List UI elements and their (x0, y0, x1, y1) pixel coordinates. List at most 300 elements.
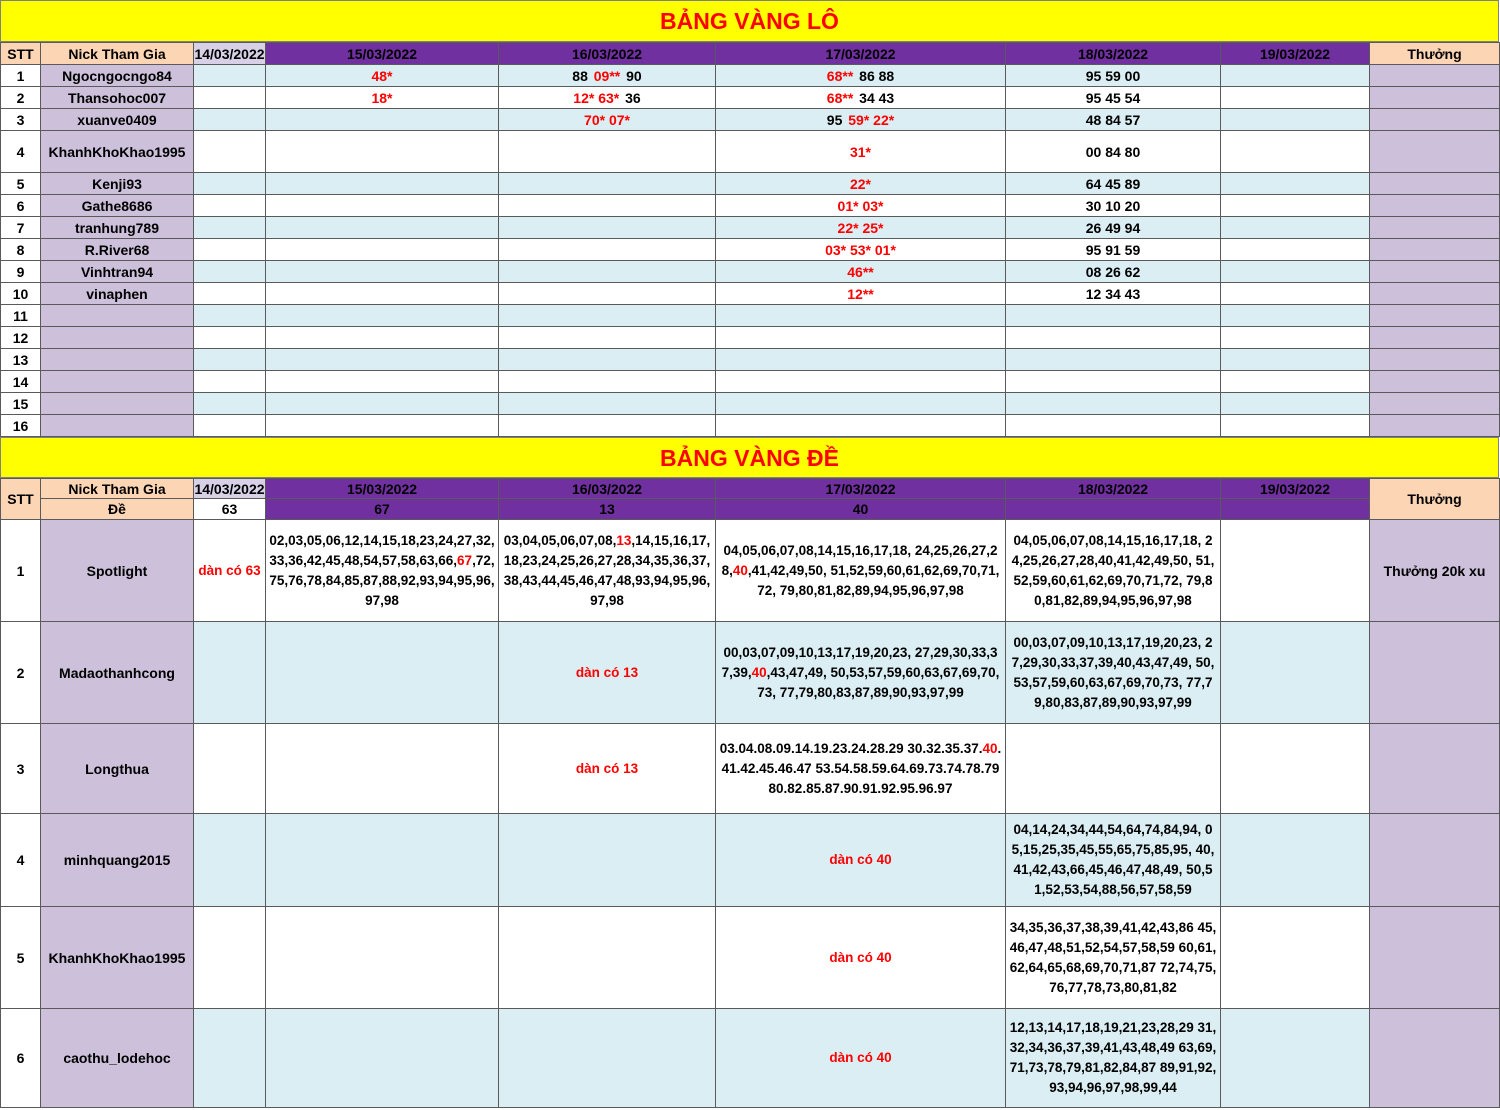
reward-cell (1370, 217, 1500, 239)
lo-cell (1221, 131, 1370, 173)
lo-cell (266, 131, 499, 173)
cell-text: 40 (982, 740, 998, 756)
de-table (0, 478, 1500, 1108)
reward-cell (1370, 131, 1500, 173)
cell-text: 95 91 59 (1085, 241, 1141, 258)
lo-cell (194, 283, 266, 305)
reward-cell (1370, 195, 1500, 217)
de-cell (716, 1009, 1006, 1108)
number-set (1006, 633, 1220, 713)
lo-cell (499, 415, 716, 437)
de-cell (1006, 907, 1221, 1009)
de-cell (499, 622, 716, 724)
lo-cell (1006, 195, 1221, 217)
lo-cell (1006, 327, 1221, 349)
cell-text: 95 45 54 (1085, 89, 1141, 106)
date-header: 18/03/2022 (1006, 479, 1221, 499)
row-number: 1 (1, 65, 41, 87)
player-nick[interactable]: Ngocngocngo84 (41, 65, 194, 87)
de-cell (266, 814, 499, 907)
nick-header: Nick Tham Gia (41, 43, 194, 65)
stt-header: STT (1, 479, 41, 520)
cell-text: 03* 53* 01* (825, 241, 896, 258)
lo-cell (716, 195, 1006, 217)
player-nick[interactable]: Kenji93 (41, 173, 194, 195)
de-cell (1006, 814, 1221, 907)
lo-cell (266, 415, 499, 437)
cell-text: 34,35,36,37,38,39,41,42,43,86 45,46,47,48,51,52,54,57,58,59 60,61,62,64,65,68,69,70,71,87 72,74,75,76,77,78,73,80,81,82 (1009, 919, 1217, 995)
cell-text: 86 88 (859, 67, 895, 84)
cell-text: 59* 22* (848, 111, 895, 128)
stt-header: STT (1, 43, 41, 65)
cell-text: 04,05,06,07,08,14,15,16,17,18, 24,25,26,27,28, (721, 542, 998, 578)
lo-cell (1006, 415, 1221, 437)
de-cell (266, 520, 499, 622)
cell-text: 67 (457, 552, 473, 568)
lo-cell (716, 131, 1006, 173)
cell-text: 08 26 62 (1085, 263, 1141, 280)
lo-cell (1221, 217, 1370, 239)
lo-cell (1006, 131, 1221, 173)
row-number: 1 (1, 520, 41, 622)
reward-cell: Thưởng 20k xu (1370, 520, 1500, 622)
table-row (1, 109, 1500, 131)
reward-cell (1370, 724, 1500, 814)
de-cell (1006, 622, 1221, 724)
lo-cell (266, 195, 499, 217)
lo-cell (194, 393, 266, 415)
thuong-header: Thưởng (1370, 43, 1500, 65)
player-nick[interactable]: minhquang2015 (41, 814, 194, 907)
cell-text: 40 (751, 664, 767, 680)
cell-text: 64 45 89 (1085, 175, 1141, 192)
cell-text: 13 (616, 532, 632, 548)
lo-cell (266, 261, 499, 283)
de-title: BẢNG VÀNG ĐỀ (0, 437, 1499, 478)
date-header: 16/03/2022 (499, 43, 716, 65)
de-cell (499, 814, 716, 907)
result-number: 13 (499, 499, 716, 520)
reward-cell (1370, 393, 1500, 415)
lo-cell (716, 327, 1006, 349)
de-cell (194, 520, 266, 622)
lo-cell (499, 393, 716, 415)
cell-text: ,43,47,49, 50,53,57,59,60,63,67,69,70,73, 77,79,80,83,87,89,90,93,97,99 (757, 664, 1000, 700)
row-number: 3 (1, 109, 41, 131)
date-header: 15/03/2022 (266, 43, 499, 65)
lo-cell (194, 239, 266, 261)
lo-cell (499, 195, 716, 217)
de-cell (1006, 1009, 1221, 1108)
de-cell (1221, 520, 1370, 622)
lo-cell (716, 217, 1006, 239)
reward-cell (1370, 283, 1500, 305)
number-set (1006, 918, 1220, 998)
lo-cell (716, 109, 1006, 131)
player-nick[interactable]: Longthua (41, 724, 194, 814)
cell-text: 68** (826, 89, 854, 106)
number-set (716, 948, 1005, 968)
thuong-header: Thưởng (1370, 479, 1500, 520)
cell-text: 90 (626, 67, 642, 84)
date-header: 18/03/2022 (1006, 43, 1221, 65)
cell-text: 36 (625, 89, 641, 106)
nick-header: Nick Tham Gia (41, 479, 194, 499)
lo-cell (716, 371, 1006, 393)
row-number: 16 (1, 415, 41, 437)
cell-text: 26 49 94 (1085, 219, 1141, 236)
table-row (1, 239, 1500, 261)
de-cell (716, 520, 1006, 622)
lo-cell (716, 87, 1006, 109)
de-cell (499, 520, 716, 622)
lo-cell (266, 371, 499, 393)
lo-cell (499, 65, 716, 87)
cell-text: 09** (593, 67, 621, 84)
lo-cell (266, 239, 499, 261)
lo-cell (1221, 109, 1370, 131)
lo-cell (499, 87, 716, 109)
de-cell (266, 724, 499, 814)
cell-text: 03,04,05,06,07,08, (503, 532, 617, 548)
cell-text: 12,13,14,17,18,19,21,23,28,29 31,32,34,36,37,39,41,43,48,49 63,69,71,73,78,79,81,82,84,87 89,91,92,93,94,96,97,98,99,44 (1009, 1020, 1217, 1095)
lo-cell (1221, 239, 1370, 261)
de-cell (194, 622, 266, 724)
lo-title: BẢNG VÀNG LÔ (0, 0, 1499, 42)
lo-cell (499, 371, 716, 393)
cell-text: 95 59 00 (1085, 67, 1141, 84)
cell-text: 48 84 57 (1085, 111, 1141, 128)
number-set (194, 561, 265, 581)
date-header: 17/03/2022 (716, 43, 1006, 65)
table-row (1, 87, 1500, 109)
table-row (1, 131, 1500, 173)
table-row (1, 217, 1500, 239)
table-row (1, 65, 1500, 87)
lo-cell (1221, 87, 1370, 109)
lo-cell (499, 217, 716, 239)
row-number: 2 (1, 622, 41, 724)
lo-cell (499, 349, 716, 371)
table-row (1, 520, 1500, 622)
table-row (1, 814, 1500, 907)
lo-cell (266, 217, 499, 239)
row-number: 8 (1, 239, 41, 261)
cell-text: dàn có 40 (829, 949, 892, 965)
lo-cell (499, 305, 716, 327)
row-number: 6 (1, 195, 41, 217)
lo-cell (1006, 371, 1221, 393)
cell-text: 22* (849, 175, 872, 192)
lo-cell (266, 393, 499, 415)
reward-cell (1370, 87, 1500, 109)
cell-text: 00,03,07,09,10,13,17,19,20,23, 27,29,30,33,37,39, (721, 644, 998, 680)
de-cell (499, 724, 716, 814)
table-row (1, 261, 1500, 283)
lo-cell (1006, 261, 1221, 283)
de-cell (194, 724, 266, 814)
lo-cell (194, 371, 266, 393)
player-nick[interactable] (41, 327, 194, 349)
row-number: 14 (1, 371, 41, 393)
cell-text: 12 34 43 (1085, 285, 1141, 302)
de-cell (499, 907, 716, 1009)
lo-cell (194, 261, 266, 283)
lo-cell (266, 283, 499, 305)
de-cell (1221, 814, 1370, 907)
table-row (1, 305, 1500, 327)
player-nick[interactable]: KhanhKhoKhao1995 (41, 907, 194, 1009)
lo-cell (1006, 305, 1221, 327)
cell-text: 02,03,05,06,12,14,15,18,23,24,27,32,33,36,42,45,48,54,57,58,63,66, (269, 532, 495, 568)
date-header: 16/03/2022 (499, 479, 716, 499)
de-cell (716, 724, 1006, 814)
cell-text: 68** (826, 67, 854, 84)
row-number: 7 (1, 217, 41, 239)
cell-text: 34 43 (859, 89, 895, 106)
table-row (1, 349, 1500, 371)
lo-cell (194, 217, 266, 239)
cell-text: dàn có 63 (198, 562, 261, 578)
cell-text: 46** (847, 263, 874, 280)
date-header: 14/03/2022 (194, 480, 265, 497)
lo-cell (266, 327, 499, 349)
de-cell (1221, 907, 1370, 1009)
de-cell (266, 907, 499, 1009)
cell-text: dàn có 13 (575, 760, 639, 776)
lo-cell (1006, 173, 1221, 195)
row-number: 9 (1, 261, 41, 283)
cell-text: 18* (371, 89, 393, 106)
player-nick[interactable]: R.River68 (41, 239, 194, 261)
player-nick[interactable] (41, 415, 194, 437)
player-nick[interactable]: caothu_lodehoc (41, 1009, 194, 1108)
table-row (1, 195, 1500, 217)
lo-cell (194, 327, 266, 349)
table-row (1, 1009, 1500, 1108)
number-set (1006, 820, 1220, 900)
row-number: 4 (1, 814, 41, 907)
reward-cell (1370, 305, 1500, 327)
cell-text: 30 10 20 (1085, 197, 1141, 214)
table-row (1, 283, 1500, 305)
table-row (1, 907, 1500, 1009)
lo-cell (499, 283, 716, 305)
result-number: 63 (194, 499, 266, 520)
player-nick[interactable]: Gathe8686 (41, 195, 194, 217)
row-number: 10 (1, 283, 41, 305)
table-row (1, 393, 1500, 415)
lo-cell (266, 173, 499, 195)
player-nick[interactable]: xuanve0409 (41, 109, 194, 131)
number-set (716, 643, 1005, 703)
cell-text: 04,14,24,34,44,54,64,74,84,94, 05,15,25,35,45,55,65,75,85,95, 40,41,42,43,66,45,46,47,48,49, 50,51,52,53,54,88,56,57,58,59 (1011, 822, 1215, 897)
reward-cell (1370, 622, 1500, 724)
player-nick[interactable] (41, 349, 194, 371)
lo-cell (1221, 283, 1370, 305)
lo-cell (716, 415, 1006, 437)
de-cell (1006, 520, 1221, 622)
lo-cell (716, 173, 1006, 195)
number-set (499, 531, 715, 611)
number-set (266, 531, 498, 611)
player-nick[interactable]: Vinhtran94 (41, 261, 194, 283)
reward-cell (1370, 239, 1500, 261)
reward-cell (1370, 65, 1500, 87)
cell-text: 48* (371, 67, 393, 84)
lo-table (0, 42, 1500, 437)
lo-cell (716, 283, 1006, 305)
de-cell (716, 814, 1006, 907)
cell-text: dàn có 40 (829, 1050, 892, 1065)
row-number: 3 (1, 724, 41, 814)
lo-cell (1221, 371, 1370, 393)
cell-text: 00 84 80 (1085, 143, 1141, 160)
date-header: 19/03/2022 (1221, 479, 1370, 499)
player-nick[interactable]: Spotlight (41, 520, 194, 622)
player-nick[interactable] (41, 371, 194, 393)
result-number (1221, 499, 1370, 520)
row-number: 13 (1, 349, 41, 371)
reward-cell (1370, 814, 1500, 907)
cell-text: dàn có 40 (829, 852, 892, 867)
lo-cell (194, 173, 266, 195)
reward-cell (1370, 1009, 1500, 1108)
number-set (716, 739, 1005, 799)
reward-cell (1370, 173, 1500, 195)
lo-cell (266, 65, 499, 87)
de-cell (1221, 622, 1370, 724)
lo-cell (194, 305, 266, 327)
de-cell (499, 1009, 716, 1108)
cell-text: 01* 03* (837, 197, 884, 214)
player-nick[interactable]: Thansohoc007 (41, 87, 194, 109)
lo-cell (1221, 65, 1370, 87)
cell-text: ,72,75,76,78,84,85,87,88,92,93,94,95,96,97,98 (269, 552, 495, 608)
player-nick[interactable]: Madaothanhcong (41, 622, 194, 724)
reward-cell (1370, 415, 1500, 437)
cell-text: dàn có 13 (575, 664, 639, 680)
player-nick[interactable]: vinaphen (41, 283, 194, 305)
lo-cell (1006, 349, 1221, 371)
lo-cell (266, 87, 499, 109)
number-set (1006, 531, 1220, 611)
lo-cell (1006, 239, 1221, 261)
cell-text: 04,05,06,07,08,14,15,16,17,18, 24,25,26,27,28,40,41,42,49,50, 51,52,59,60,61,62,69,70,71,72, 79,80,81,82,89,94,95,96,97,98 (1011, 532, 1215, 608)
number-set (716, 1048, 1005, 1068)
lo-cell (194, 109, 266, 131)
row-number: 2 (1, 87, 41, 109)
lo-cell (1006, 393, 1221, 415)
cell-text: 12* 63* (573, 89, 620, 106)
de-cell (266, 622, 499, 724)
lo-cell (1221, 415, 1370, 437)
cell-text: 12** (847, 285, 874, 302)
number-set (499, 663, 715, 683)
lo-cell (194, 415, 266, 437)
lo-cell (1221, 195, 1370, 217)
lo-cell (194, 195, 266, 217)
date-header: 19/03/2022 (1221, 43, 1370, 65)
lo-cell (1006, 65, 1221, 87)
date-header: 14/03/2022 (194, 43, 266, 65)
number-set (499, 759, 715, 779)
cell-text: 40 (732, 562, 748, 578)
de-cell (194, 907, 266, 1009)
player-nick[interactable]: tranhung789 (41, 217, 194, 239)
cell-text: 95 (826, 111, 843, 128)
player-nick[interactable] (41, 305, 194, 327)
table-row (1, 622, 1500, 724)
player-nick[interactable] (41, 393, 194, 415)
reward-cell (1370, 349, 1500, 371)
lo-cell (194, 131, 266, 173)
de-label: Đề (41, 499, 194, 520)
row-number: 4 (1, 131, 41, 173)
de-cell (1221, 1009, 1370, 1108)
table-row (1, 327, 1500, 349)
result-number: 40 (716, 499, 1006, 520)
de-cell (194, 1009, 266, 1108)
lo-cell (499, 131, 716, 173)
reward-cell (1370, 261, 1500, 283)
row-number: 12 (1, 327, 41, 349)
number-set (716, 850, 1005, 870)
table-row (1, 371, 1500, 393)
lo-cell (1006, 87, 1221, 109)
cell-text: 00,03,07,09,10,13,17,19,20,23, 27,29,30,33,37,39,40,43,47,49, 50,53,57,59,60,63,67,69,70,73, 77,79,80,83,87,89,90,93,97,99 (1011, 634, 1215, 710)
number-set (716, 541, 1005, 601)
de-cell (716, 907, 1006, 1009)
lo-cell (1006, 283, 1221, 305)
number-set (1006, 1018, 1220, 1098)
lo-cell (266, 109, 499, 131)
row-number: 6 (1, 1009, 41, 1108)
date-header: 15/03/2022 (266, 479, 499, 499)
lo-cell (194, 87, 266, 109)
lo-cell (499, 173, 716, 195)
cell-text: 03.04.08.09.14.19.23.24.28.29 30.32.35.37. (719, 740, 983, 756)
lo-cell (716, 239, 1006, 261)
lo-cell (1006, 109, 1221, 131)
row-number: 5 (1, 173, 41, 195)
lo-cell (266, 305, 499, 327)
lo-cell (716, 261, 1006, 283)
lo-cell (1221, 305, 1370, 327)
lo-cell (1006, 217, 1221, 239)
reward-cell (1370, 907, 1500, 1009)
lo-cell (194, 65, 266, 87)
cell-text: 31* (849, 143, 872, 160)
lo-cell (716, 393, 1006, 415)
de-cell (1221, 724, 1370, 814)
table-row (1, 724, 1500, 814)
de-cell (194, 814, 266, 907)
lo-cell (499, 239, 716, 261)
table-row (1, 173, 1500, 195)
de-cell (1006, 724, 1221, 814)
cell-text: ,14,15,16,17,18,23,24,25,26,27,28,34,35,36,37,38,43,44,45,46,47,48,93,94,95,96,97,98 (503, 532, 711, 608)
lo-cell (499, 261, 716, 283)
row-number: 5 (1, 907, 41, 1009)
player-nick[interactable]: KhanhKhoKhao1995 (41, 131, 194, 173)
row-number: 11 (1, 305, 41, 327)
reward-cell (1370, 109, 1500, 131)
lo-cell (1221, 349, 1370, 371)
row-number: 15 (1, 393, 41, 415)
reward-cell (1370, 327, 1500, 349)
lo-cell (499, 109, 716, 131)
